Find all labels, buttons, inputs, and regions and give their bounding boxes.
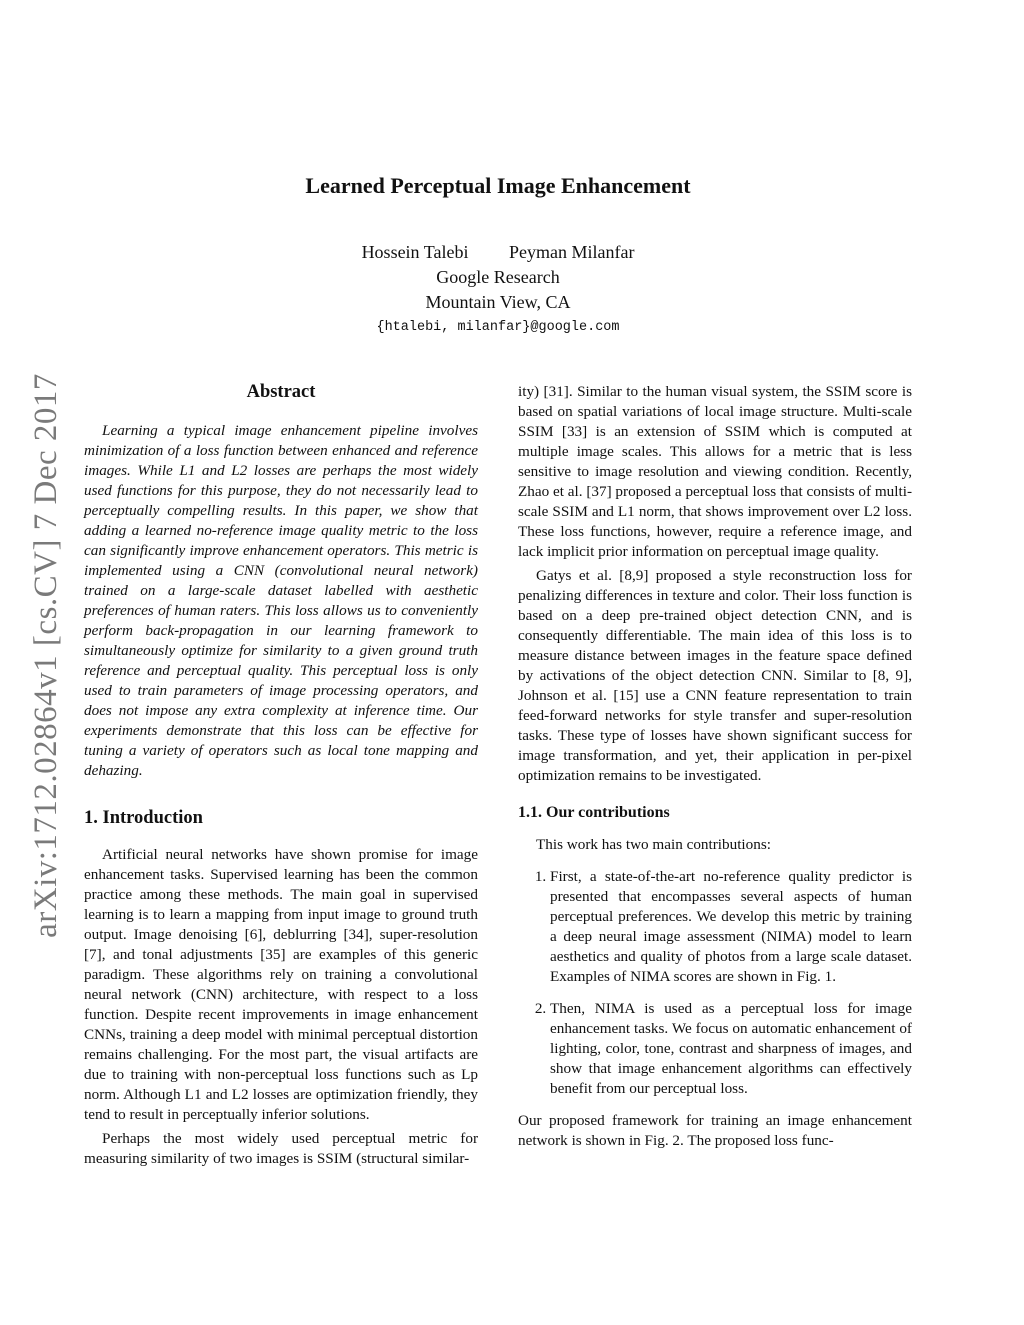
right-paragraph-2: Gatys et al. [8,9] proposed a style reconstruction loss for penalizing differences in texture and color. Their loss function is based on a deep pre-trained object detection CNN, and is consequently differentiable. The main idea of this loss is to measure distance between images in the feature space defined by activations of the object detection CNN. Similar to [8, 9], Johnson et al. [15] use a CNN feature representation to train feed-forward networks for style transfer and super-resolution tasks. These type of losses have shown significant success for image transformation, and yet, their application in per-pixel optimization remains to be investigated. <box>518 567 912 784</box>
author-2: Peyman Milanfar <box>508 242 635 262</box>
author-names <box>0 240 996 265</box>
contributions-intro: This work has two main contributions: <box>536 836 771 853</box>
introduction-paragraph-1: Artificial neural networks have shown promise for image enhancement tasks. Supervised learning has been the common practice among these methods. The main goal in supervised learning is to learn a mapping from input image to ground truth output. Image denoising [6], deblurring [34], super-resolution [7], and tonal adjustments [35] are examples of this generic paradigm. These algorithms rely on training a convolutional neural network (CNN) architecture, with respect to a loss function. Despite recent improvements in image enhancement CNNs, training a deep model with minimal perceptual distortion remains challenging. For the most part, the visual artifacts are due to training with non-perceptual loss functions such as Lp norm. Although L1 and L2 losses are optimization friendly, they tend to result in perceptually inferior solutions. <box>84 846 478 1123</box>
arxiv-identifier: arXiv:1712.02864v1 [cs.CV] 7 Dec 2017 <box>27 372 64 938</box>
introduction-paragraph-2: Perhaps the most widely used perceptual metric for measuring similarity of two images is SSIM (structural similar- <box>84 1130 478 1167</box>
author-block <box>0 240 996 340</box>
right-column <box>518 382 912 1151</box>
contribution-item-2: 2. Then, NIMA is used as a perceptual loss for image enhancement tasks. We focus on automatic enhancement of lighting, color, tone, contrast and sharpness of images, and show that image enhancement algorithms can effectively benefit from our perceptual loss. <box>550 999 912 1099</box>
contribution-item-1: 1. First, a state-of-the-art no-reference quality predictor is presented that encompasses several aspects of human perceptual preferences. We develop this metric by training a deep neural image assessment (NIMA) model to learn aesthetics and quality of photos from a large scale dataset. Examples of NIMA scores are shown in Fig. 1. <box>550 867 912 987</box>
right-paragraph-1: ity) [31]. Similar to the human visual system, the SSIM score is based on spatial variations of local image structure. Multi-scale SSIM [33] is an extension of SSIM which is computed at multiple image scales. This allows for a metric that is less sensitive to image resolution and viewing condition. Recently, Zhao et al. [37] proposed a perceptual loss that consists of multi-scale SSIM and L1 norm, that shows improvement over L2 loss. These loss functions, however, require a reference image, and lack implicit prior information on perceptual image quality. <box>518 383 912 560</box>
abstract-text: Learning a typical image enhancement pipeline involves minimization of a loss function between enhanced and reference images. While L1 and L2 losses are perhaps the most widely used functions for this purpose, they do not necessarily lead to perceptually compelling results. In this paper, we show that adding a learned no-reference image quality metric to the loss can significantly improve enhancement operators. This metric is implemented using a CNN (convolutional neural network) trained on a large-scale dataset labelled with aesthetic preferences of human raters. This loss allows us to conveniently perform back-propagation in our learning framework to simultaneously optimize for similarity to a given ground truth reference and perceptual quality. This perceptual loss is only used to train parameters of image processing operators, and does not impose any extra complexity at inference time. Our experiments demonstrate that this loss can be effective for tuning a variety of operators such as local tone mapping and dehazing. <box>84 422 478 779</box>
paper-title: Learned Perceptual Image Enhancement <box>305 173 691 198</box>
abstract-heading: Abstract <box>246 382 316 402</box>
abstract-section <box>84 382 478 781</box>
contributions-heading: 1.1. Our contributions <box>518 804 670 821</box>
left-column <box>84 382 478 1169</box>
contributions-list <box>518 867 912 1099</box>
contributions-closing: Our proposed framework for training an image enhancement network is shown in Fig. 2. The proposed loss func- <box>518 1112 912 1149</box>
author-1: Hossein Talebi <box>361 242 469 262</box>
affiliation: Google Research <box>436 267 560 287</box>
introduction-heading: 1. Introduction <box>84 808 203 828</box>
arxiv-sidebar <box>20 355 72 955</box>
location: Mountain View, CA <box>425 292 571 312</box>
author-emails: {htalebi, milanfar}@google.com <box>376 320 620 335</box>
